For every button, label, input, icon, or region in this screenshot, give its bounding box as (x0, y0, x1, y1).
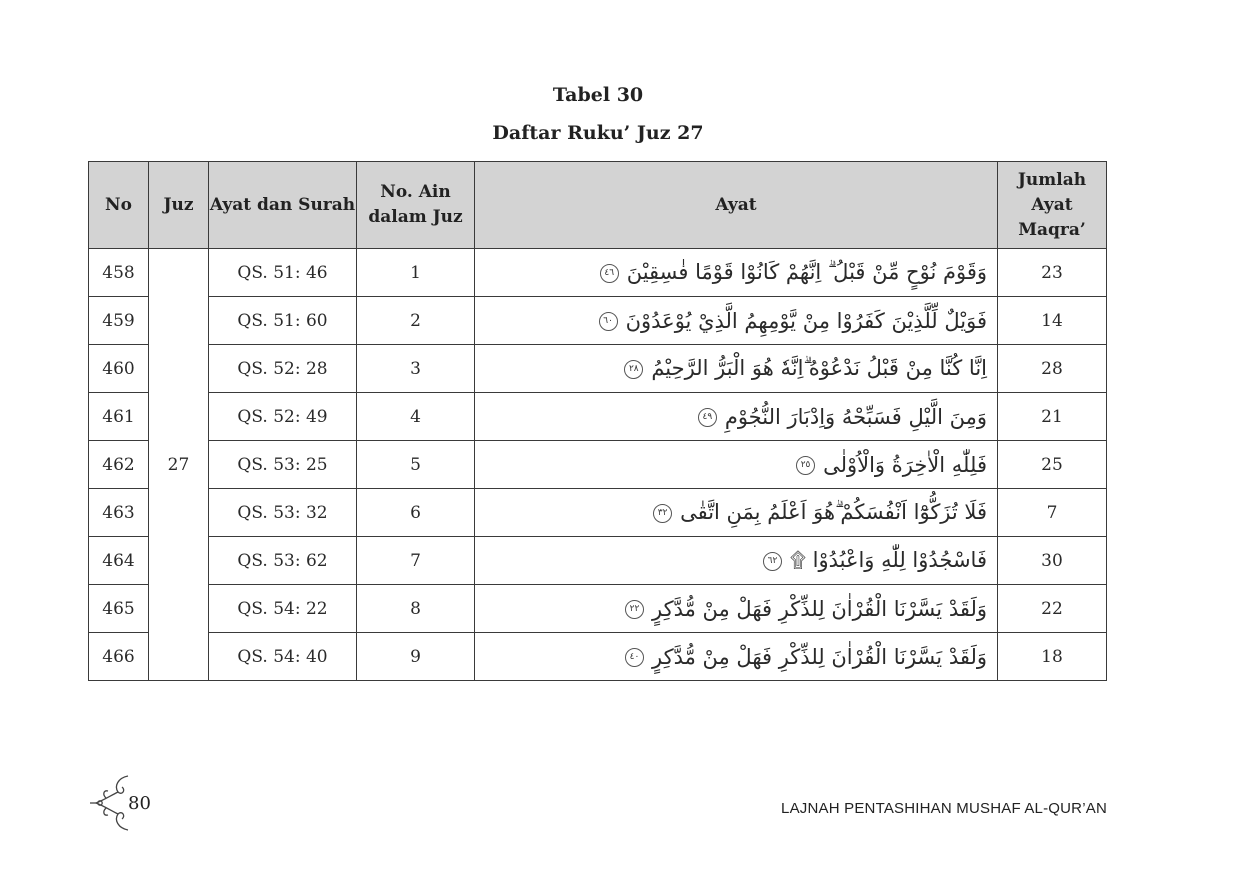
cell-no: 463 (89, 489, 149, 537)
table-row (89, 297, 1107, 345)
table-header-row (89, 162, 1107, 249)
ayah-end-marker: ٦٢ (763, 552, 782, 571)
ruku-table (88, 161, 1107, 681)
cell-jumlah: 18 (998, 633, 1107, 681)
header-no-ain-line1: No. Ain (380, 182, 451, 202)
header-no-ain (357, 162, 475, 249)
table-row (89, 489, 1107, 537)
cell-jumlah: 14 (998, 297, 1107, 345)
cell-surah: QS. 52: 49 (209, 393, 357, 441)
cell-surah: QS. 53: 25 (209, 441, 357, 489)
cell-ayat (475, 297, 998, 345)
ayah-end-marker: ٤٠ (625, 648, 644, 667)
table-row (89, 537, 1107, 585)
page-number: 80 (128, 793, 151, 814)
ayah-end-marker: ٤٦ (600, 264, 619, 283)
ayat-text: وَلَقَدْ يَسَّرْنَا الْقُرْاٰنَ لِلذِّكْرِ فَهَلْ مِنْ مُّدَّكِرٍ (651, 596, 987, 621)
ayah-end-marker: ٦٠ (599, 312, 618, 331)
cell-jumlah: 30 (998, 537, 1107, 585)
cell-ain: 6 (357, 489, 475, 537)
cell-no: 461 (89, 393, 149, 441)
header-jumlah (998, 162, 1107, 249)
cell-ayat (475, 345, 998, 393)
cell-ain: 3 (357, 345, 475, 393)
ayah-end-marker: ٢٢ (625, 600, 644, 619)
table-row (89, 249, 1107, 297)
table-row (89, 585, 1107, 633)
cell-ain: 5 (357, 441, 475, 489)
publisher-name: LAJNAH PENTASHIHAN MUSHAF AL-QUR’AN (781, 800, 1107, 817)
ayat-text: فَلِلّٰهِ الْاٰخِرَةُ وَالْاُوْلٰى (823, 452, 987, 477)
table-title: Tabel 30 (552, 84, 644, 106)
cell-ayat (475, 633, 998, 681)
cell-ayat (475, 537, 998, 585)
cell-surah: QS. 54: 40 (209, 633, 357, 681)
cell-ain: 1 (357, 249, 475, 297)
cell-surah: QS. 51: 60 (209, 297, 357, 345)
cell-jumlah: 21 (998, 393, 1107, 441)
table-row (89, 633, 1107, 681)
cell-juz: 27 (149, 249, 209, 681)
cell-surah: QS. 53: 32 (209, 489, 357, 537)
table-row (89, 345, 1107, 393)
header-jumlah-line1: Jumlah (1017, 169, 1087, 190)
ayah-end-marker: ٣٢ (653, 504, 672, 523)
table-row (89, 441, 1107, 489)
header-no: No (89, 162, 149, 249)
ayat-text: اِنَّا كُنَّا مِنْ قَبْلُ نَدْعُوْهُ ۗاِنَّهٗ هُوَ الْبَرُّ الرَّحِيْمُ (651, 356, 987, 380)
cell-no: 459 (89, 297, 149, 345)
cell-surah: QS. 53: 62 (209, 537, 357, 585)
cell-ayat (475, 489, 998, 537)
ayat-text: فَاسْجُدُوْا لِلّٰهِ وَاعْبُدُوْا ۩ (789, 548, 987, 572)
table-row (89, 393, 1107, 441)
header-no-ain-line2: dalam Juz (368, 207, 463, 227)
cell-no: 465 (89, 585, 149, 633)
cell-jumlah: 7 (998, 489, 1107, 537)
cell-ain: 8 (357, 585, 475, 633)
header-ayat-surah: Ayat dan Surah (209, 162, 357, 249)
header-ayat: Ayat (475, 162, 998, 249)
ayah-end-marker: ٢٥ (796, 456, 815, 475)
cell-ayat (475, 441, 998, 489)
ayah-end-marker: ٢٨ (624, 360, 643, 379)
header-juz: Juz (149, 162, 209, 249)
ayah-end-marker: ٤٩ (698, 408, 717, 427)
ayat-text: وَقَوْمَ نُوْحٍ مِّنْ قَبْلُ ۗ اِنَّهُمْ كَانُوْا قَوْمًا فٰسِقِيْنَ (626, 260, 987, 284)
cell-ain: 9 (357, 633, 475, 681)
cell-jumlah: 28 (998, 345, 1107, 393)
cell-ayat (475, 393, 998, 441)
cell-no: 458 (89, 249, 149, 297)
cell-ayat (475, 249, 998, 297)
table-subtitle: Daftar Ruku’ Juz 27 (492, 122, 704, 144)
cell-no: 460 (89, 345, 149, 393)
cell-surah: QS. 52: 28 (209, 345, 357, 393)
ayat-text: فَلَا تُزَكُّوْٓا اَنْفُسَكُمْ ۗهُوَ اَعْلَمُ بِمَنِ اتَّقٰى (680, 500, 987, 524)
cell-surah: QS. 54: 22 (209, 585, 357, 633)
cell-ayat (475, 585, 998, 633)
ayat-text: وَلَقَدْ يَسَّرْنَا الْقُرْاٰنَ لِلذِّكْرِ فَهَلْ مِنْ مُّدَّكِرٍ (651, 644, 987, 669)
header-jumlah-line3: Maqra’ (1018, 219, 1086, 240)
cell-ain: 7 (357, 537, 475, 585)
header-jumlah-line2: Ayat (1031, 194, 1073, 215)
cell-surah: QS. 51: 46 (209, 249, 357, 297)
cell-ain: 2 (357, 297, 475, 345)
cell-jumlah: 23 (998, 249, 1107, 297)
cell-jumlah: 22 (998, 585, 1107, 633)
cell-ain: 4 (357, 393, 475, 441)
cell-no: 466 (89, 633, 149, 681)
cell-jumlah: 25 (998, 441, 1107, 489)
cell-no: 464 (89, 537, 149, 585)
cell-no: 462 (89, 441, 149, 489)
ayat-text: فَوَيْلٌ لِّلَّذِيْنَ كَفَرُوْا مِنْ يَّوْمِهِمُ الَّذِيْ يُوْعَدُوْنَ (625, 308, 987, 333)
ayat-text: وَمِنَ الَّيْلِ فَسَبِّحْهُ وَاِدْبَارَ النُّجُوْمِ (724, 404, 987, 429)
